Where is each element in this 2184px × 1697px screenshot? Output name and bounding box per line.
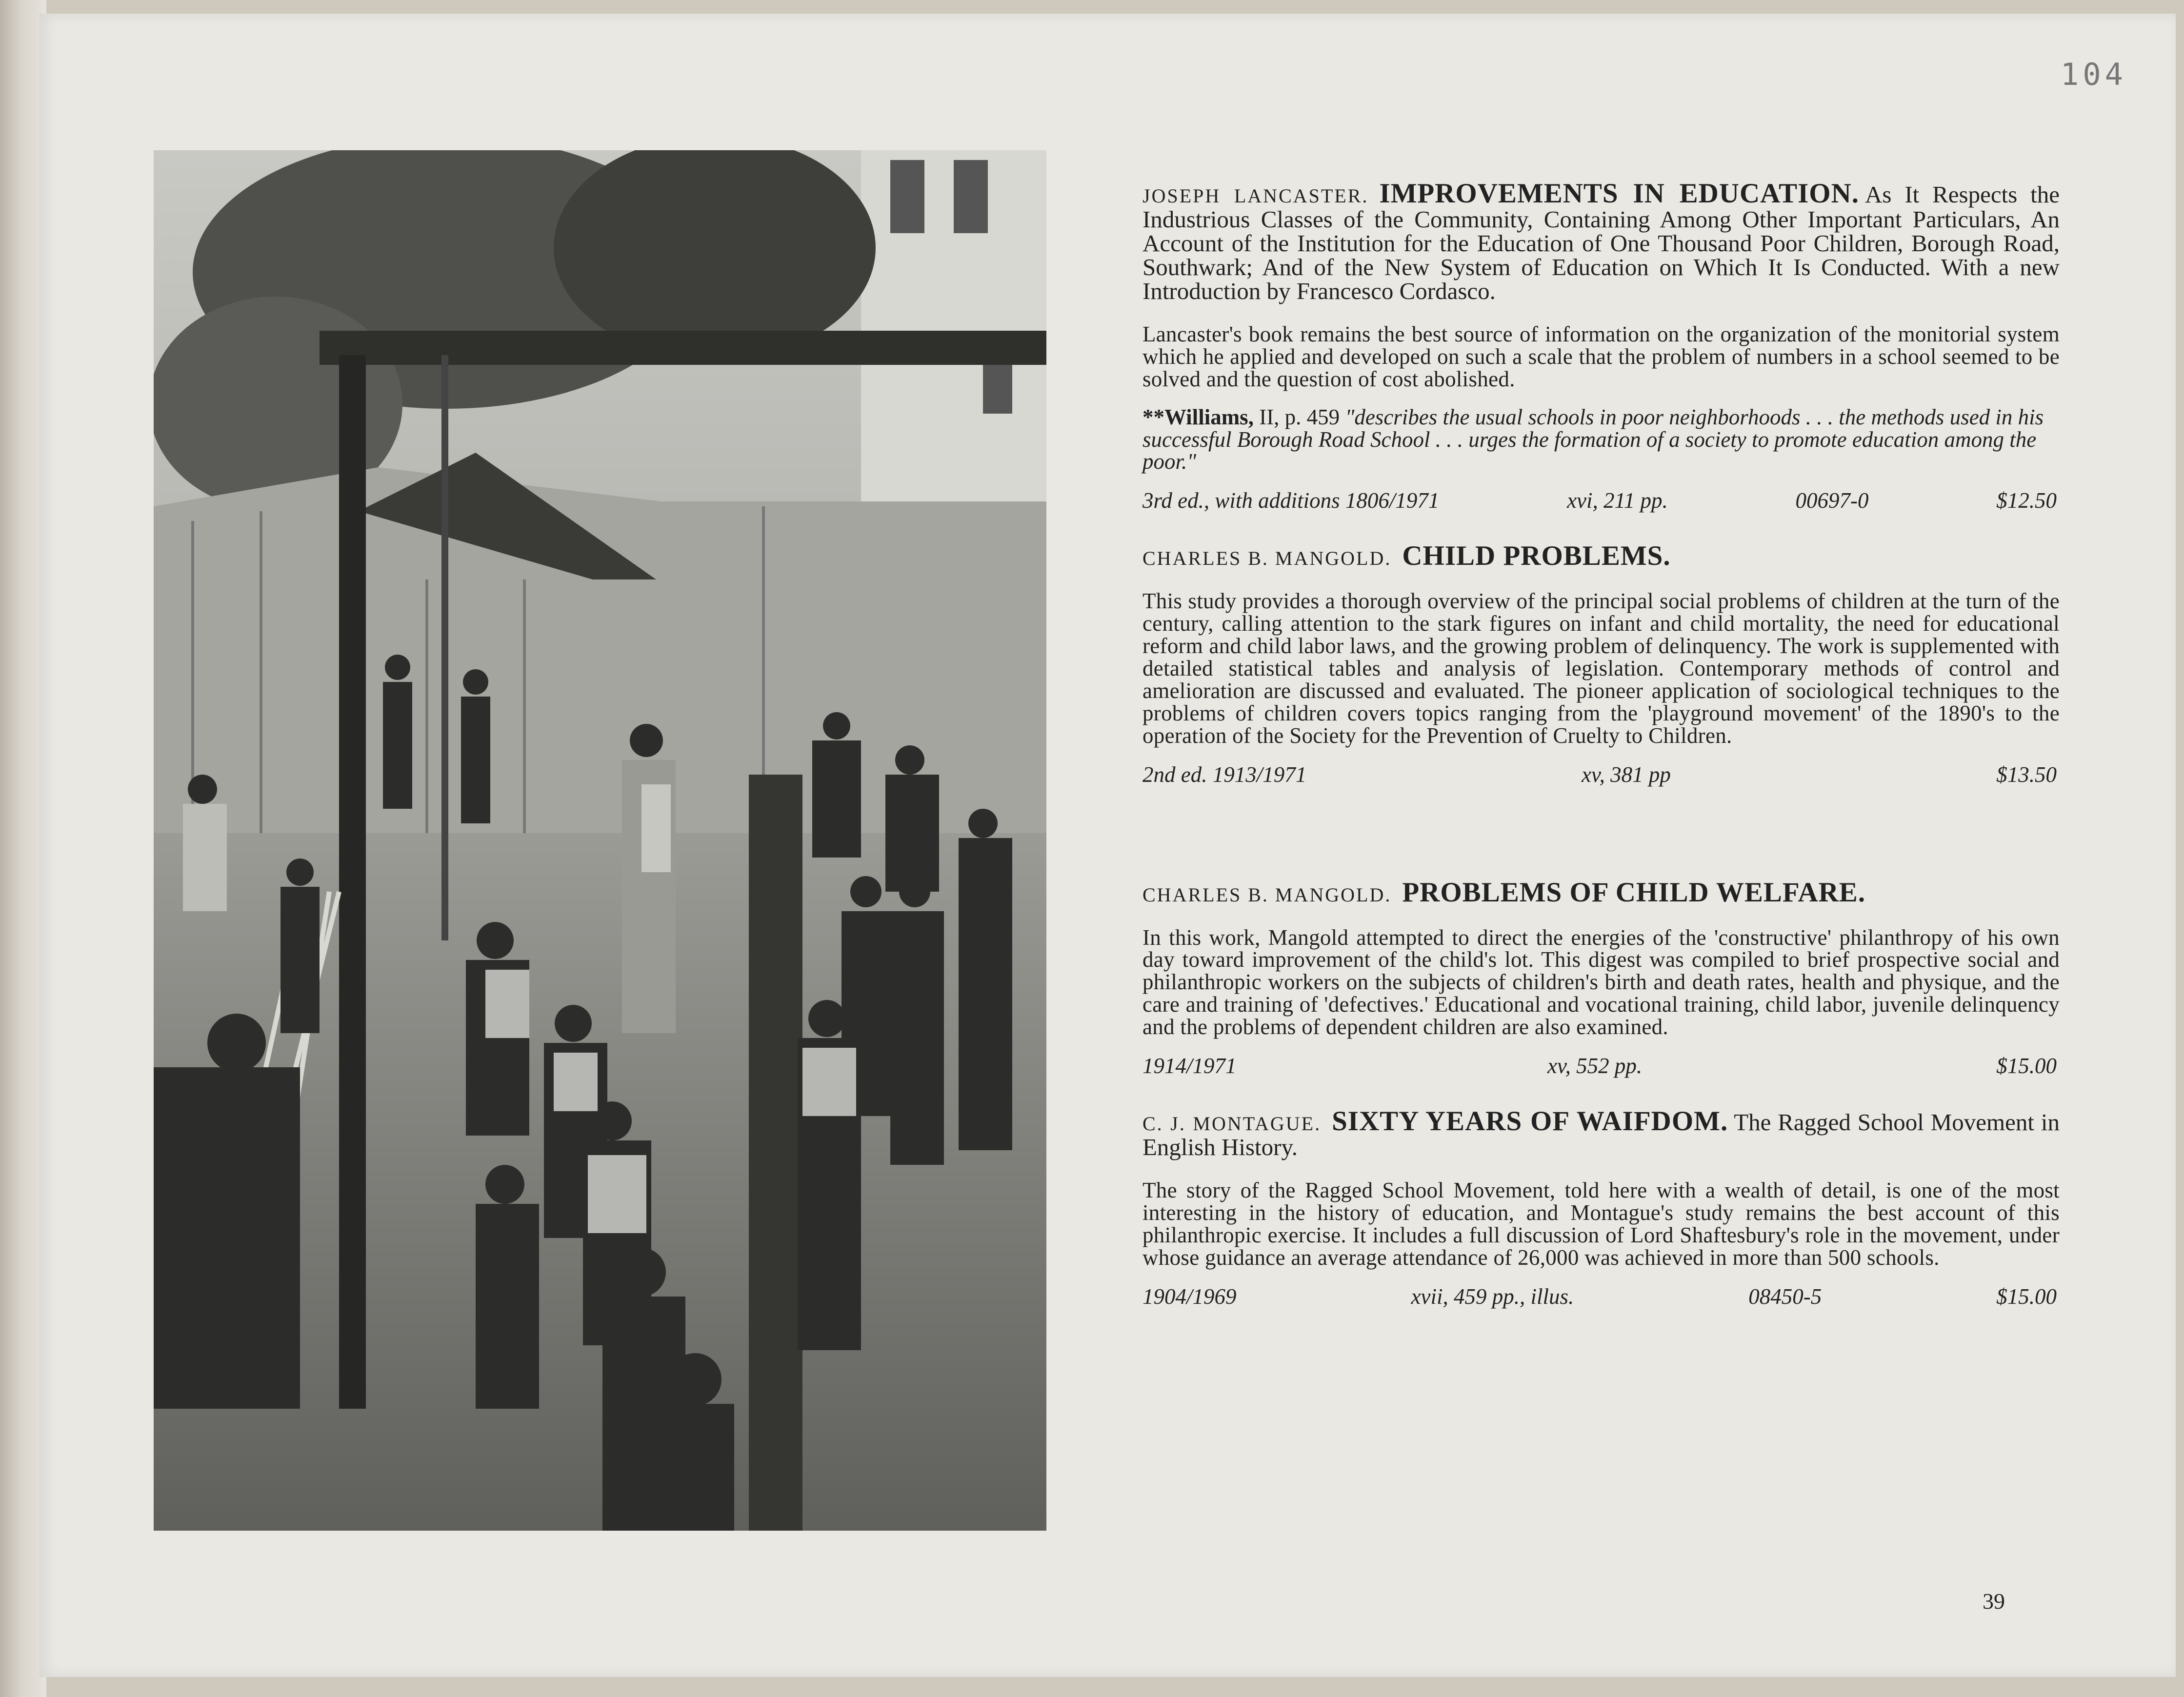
entry-heading — [1142, 542, 2060, 570]
page-number: 39 — [1983, 1589, 2005, 1614]
quote-source: **Williams, — [1142, 404, 1254, 429]
entry-title: CHILD PROBLEMS. — [1402, 540, 1671, 572]
entry-edition: 3rd ed., with additions 1806/1971 — [1142, 488, 1440, 513]
entry-author: C. J. MONTAGUE. — [1142, 1113, 1322, 1135]
entry-author: JOSEPH LANCASTER. — [1142, 185, 1369, 207]
entry-price: $15.00 — [1996, 1054, 2057, 1078]
entry-heading — [1142, 180, 2060, 303]
entry-details — [1142, 1055, 2060, 1077]
entry-description: In this work, Mangold attempted to direct the energies of the 'constructive' philanthropy of his own day toward improvement of the child's lot. This digest was compiled to brief prospective social and philanthropic workers on the subjects of children's birth and death rates, health and physique, and the care and training of 'defectives.' Educational and vocational training, child labor, juvenile delinquency and the problems of dependent children are also examined. — [1142, 925, 2060, 1039]
schoolyard-photograph — [154, 150, 1046, 1531]
entry-price: $15.00 — [1996, 1284, 2057, 1309]
entry-author: CHARLES B. MANGOLD. — [1142, 883, 1392, 906]
entry-pages: xvii, 459 pp., illus. — [1411, 1284, 1574, 1309]
entry-pages: xvi, 211 pp. — [1567, 488, 1668, 513]
entry-edition: 1914/1971 — [1142, 1054, 1237, 1078]
entry-author: CHARLES B. MANGOLD. — [1142, 547, 1392, 570]
catalog-entries — [1142, 180, 2060, 1308]
entry-pages: xv, 381 pp — [1582, 762, 1671, 787]
entry-description: Lancaster's book remains the best source of information on the organization of the monitorial system which he applied and developed on such a scale that the problem of numbers in a school seemed to be solved and the question of cost abolished. — [1142, 322, 2060, 391]
entry-code: 00697-0 — [1795, 488, 1869, 513]
catalog-page — [39, 14, 2176, 1677]
entry-code: 08450-5 — [1748, 1284, 1822, 1309]
entry-details — [1142, 764, 2060, 786]
catalog-entry — [1142, 180, 2060, 512]
quote-reference: II, p. 459 — [1253, 404, 1345, 429]
entry-heading — [1142, 1107, 2060, 1159]
entry-title: SIXTY YEARS OF WAIFDOM. — [1332, 1106, 1728, 1137]
entry-details — [1142, 1286, 2060, 1308]
entry-pages: xv, 552 pp. — [1547, 1054, 1643, 1078]
catalog-entry — [1142, 878, 2060, 1077]
quote-text: "describes the usual schools in poor neighborhoods . . . the methods used in his successful Borough Road School . . . urges the formation of a society to promote education among the poor." — [1142, 404, 2044, 474]
entry-edition: 2nd ed. 1913/1971 — [1142, 762, 1307, 787]
catalog-entry — [1142, 1107, 2060, 1308]
stamp-number: 104 — [2061, 57, 2127, 92]
catalog-entry — [1142, 542, 2060, 785]
entry-edition: 1904/1969 — [1142, 1284, 1237, 1309]
entry-review-quote — [1142, 406, 2060, 474]
entry-heading — [1142, 878, 2060, 906]
entry-description: This study provides a thorough overview of the principal social problems of children at the turn of the century, calling attention to the stark figures on infant and child mortality, the need for educational reform and child labor laws, and the growing problem of delinquency. The work is supplemented with detailed statistical tables and analysis of legislation. Contemporary methods of control and amelioration are discussed and evaluated. The pioneer application of sociological techniques to the problems of children covers topics ranging from the 'playground movement' of the 1890's to the operation of the Society for the Prevention of Cruelty to Children. — [1142, 589, 2060, 748]
entry-subtitle: As It Respects the Industrious Classes of the Community, Containing Among Other Important Particulars, An Account of the Institution for the Education of One Thousand Poor Children, Borough Road, Southwark; And of the New System of Education on Which It Is Conducted. With a new Introduction by Francesco Cordasco. — [1142, 181, 2060, 304]
entry-subtitle: The Ragged School Movement in English History. — [1142, 1109, 2060, 1161]
entry-details — [1142, 490, 2060, 512]
entry-title: PROBLEMS OF CHILD WELFARE. — [1402, 877, 1866, 908]
entry-title: IMPROVEMENTS IN EDUCATION. — [1379, 178, 1860, 209]
photograph-illustration — [154, 150, 1046, 1531]
entry-price: $13.50 — [1996, 762, 2057, 787]
entry-price: $12.50 — [1996, 488, 2057, 513]
entry-description: The story of the Ragged School Movement, told here with a wealth of detail, is one of the most interesting in the history of education, and Montague's study remains the best account of this philanthropic exercise. It includes a full discussion of Lord Shaftesbury's role in the movement, under whose guidance an average attendance of 26,000 was achieved in more than 500 schools. — [1142, 1178, 2060, 1270]
